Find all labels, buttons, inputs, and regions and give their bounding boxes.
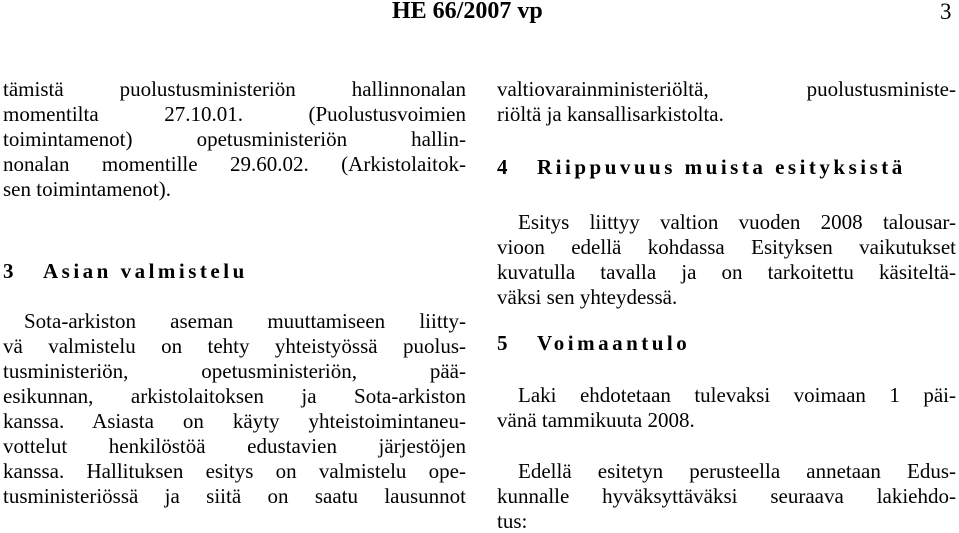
section-heading-3 [3,259,248,283]
text-line: tus: [497,509,528,533]
section-title: Riippuvuus muista esityksistä [537,155,906,179]
section-number: 4 [497,155,508,179]
text-line: kanssa. Hallituksen esitys on valmistelu ope- [3,459,466,483]
document-id: HE 66/2007 vp [392,0,543,24]
text-line: Esitys liittyy valtion vuoden 2008 talousar- [518,210,956,234]
text-line: väksi sen yhteydessä. [497,285,678,309]
section-heading-4 [497,155,906,179]
text-line: Edellä esitetyn perusteella annetaan Edus- [518,459,956,483]
text-line: riöltä ja kansallisarkistolta. [497,102,724,126]
text-line: Laki ehdotetaan tulevaksi voimaan 1 päi- [518,383,956,407]
text-line: tusministeriössä ja siitä on saatu lausunnot [3,484,466,508]
text-line: Sota-arkiston aseman muuttamiseen liitty- [24,309,466,333]
text-line: vä valmistelu on tehty yhteistyössä puolus- [3,334,466,358]
text-line: kuvatulla tavalla ja on tarkoitettu käsiteltä- [497,260,956,284]
text-line: esikunnan, arkistolaitoksen ja Sota-arkiston [3,384,466,408]
text-line: kunnalle hyväksyttäväksi seuraava lakiehdo- [497,484,956,508]
left-column [3,0,466,528]
page-number: 3 [940,0,952,24]
text-line: valtiovarainministeriöltä, puolustusministe- [497,77,956,101]
text-line: kanssa. Asiasta on käyty yhteistoimintaneu- [3,409,466,433]
text-line: momentilta 27.10.01. (Puolustusvoimien [3,102,466,126]
right-column [497,0,956,533]
text-line: tusministeriön, opetusministeriön, pää- [3,359,466,383]
section-title: Asian valmistelu [43,259,248,283]
section-title: Voimaantulo [537,331,691,355]
section-number: 5 [497,331,508,355]
section-heading-5 [497,331,690,355]
text-line: vänä tammikuuta 2008. [497,408,695,432]
text-line: vottelut henkilöstöä edustavien järjestöjen [3,434,466,458]
section-number: 3 [3,259,14,283]
text-line: vioon edellä kohdassa Esityksen vaikutukset [497,235,956,259]
text-line: nonalan momentille 29.60.02. (Arkistolaitok- [3,152,466,176]
text-line: sen toimintamenot). [3,177,171,201]
text-line: tämistä puolustusministeriön hallinnonalan [3,77,466,101]
text-line: toimintamenot) opetusministeriön hallin- [3,127,466,151]
